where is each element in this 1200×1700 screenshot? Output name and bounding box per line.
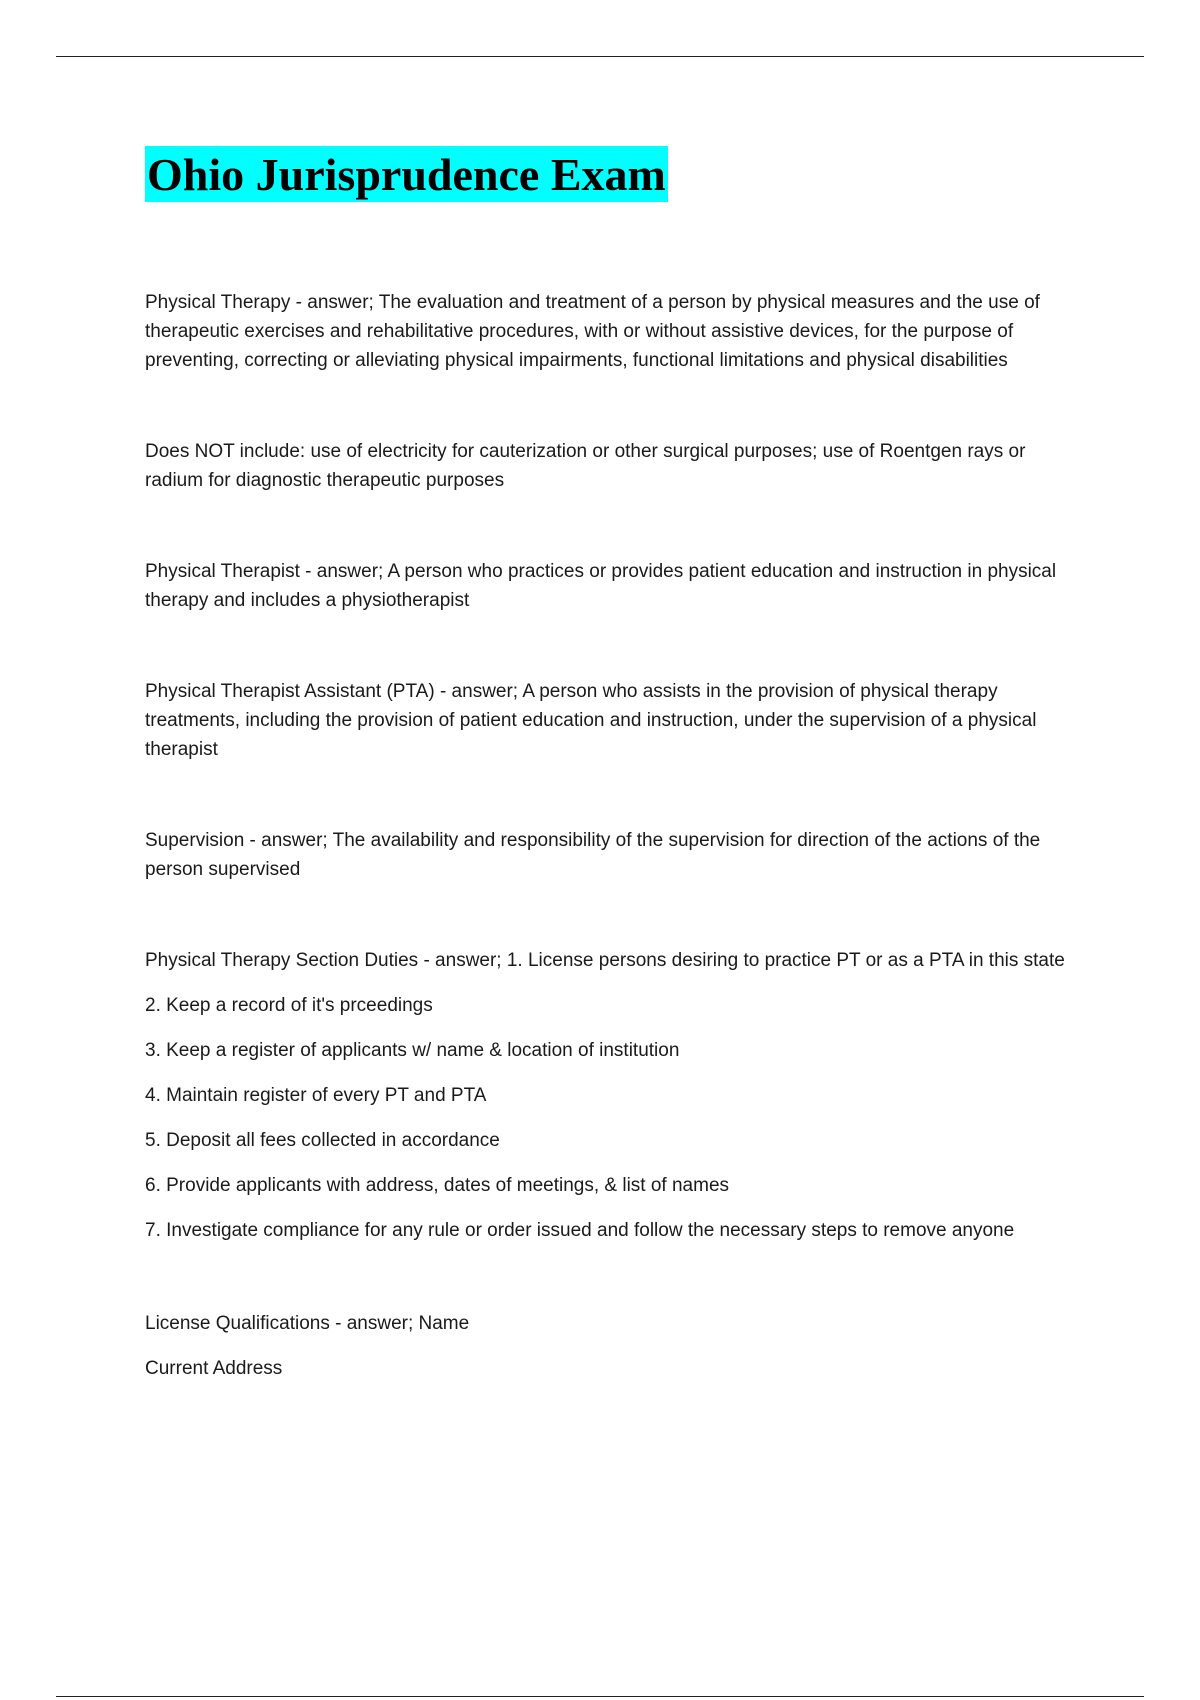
entry-physical-therapist xyxy=(145,557,1085,615)
entry-supervision xyxy=(145,826,1085,884)
duty-item: 4. Maintain register of every PT and PTA xyxy=(145,1085,487,1106)
entry-does-not-include xyxy=(145,437,1085,495)
duty-item: 3. Keep a register of applicants w/ name & location of institution xyxy=(145,1040,680,1061)
entry-text: Physical Therapy Section Duties - answer; 1. License persons desiring to practice PT or as a PTA in this state xyxy=(145,950,1065,971)
flashcard-list xyxy=(145,288,1085,1383)
entry-physical-therapy xyxy=(145,288,1085,375)
duty-item: 2. Keep a record of it's prceedings xyxy=(145,995,433,1016)
entry-text: Physical Therapist Assistant (PTA) - answer; A person who assists in the provision of physical therapy treatments, including the provision of patient education and instruction, under the supervision of a physical therapist xyxy=(145,681,1037,760)
entry-text: Physical Therapist - answer; A person who practices or provides patient education and instruction in physical therapy and includes a physiotherapist xyxy=(145,561,1057,611)
entry-text: Supervision - answer; The availability and responsibility of the supervision for direction of the actions of the person supervised xyxy=(145,830,1041,880)
entry-text: Physical Therapy - answer; The evaluation and treatment of a person by physical measures and the use of therapeutic exercises and rehabilitative procedures, with or without assistive devices, for the purpose of preventing, correcting or alleviating physical impairments, functional limitations and physical disabilities xyxy=(145,292,1040,371)
entry-text: Does NOT include: use of electricity for cauterization or other surgical purposes; use of Roentgen rays or radium for diagnostic therapeutic purposes xyxy=(145,441,1026,491)
entry-license-qualifications xyxy=(145,1309,1085,1383)
qualification-item: Current Address xyxy=(145,1358,283,1379)
duty-item: 5. Deposit all fees collected in accordance xyxy=(145,1130,500,1151)
page-title: Ohio Jurisprudence Exam xyxy=(145,146,668,202)
document-body xyxy=(145,146,1085,1445)
entry-text: License Qualifications - answer; Name xyxy=(145,1313,470,1334)
duty-item: 6. Provide applicants with address, dates of meetings, & list of names xyxy=(145,1175,730,1196)
entry-pta xyxy=(145,677,1085,764)
duty-item: 7. Investigate compliance for any rule or order issued and follow the necessary steps to remove anyone xyxy=(145,1220,1015,1241)
entry-section-duties xyxy=(145,946,1085,1245)
top-rule xyxy=(56,56,1144,57)
bottom-rule xyxy=(56,1696,1144,1697)
